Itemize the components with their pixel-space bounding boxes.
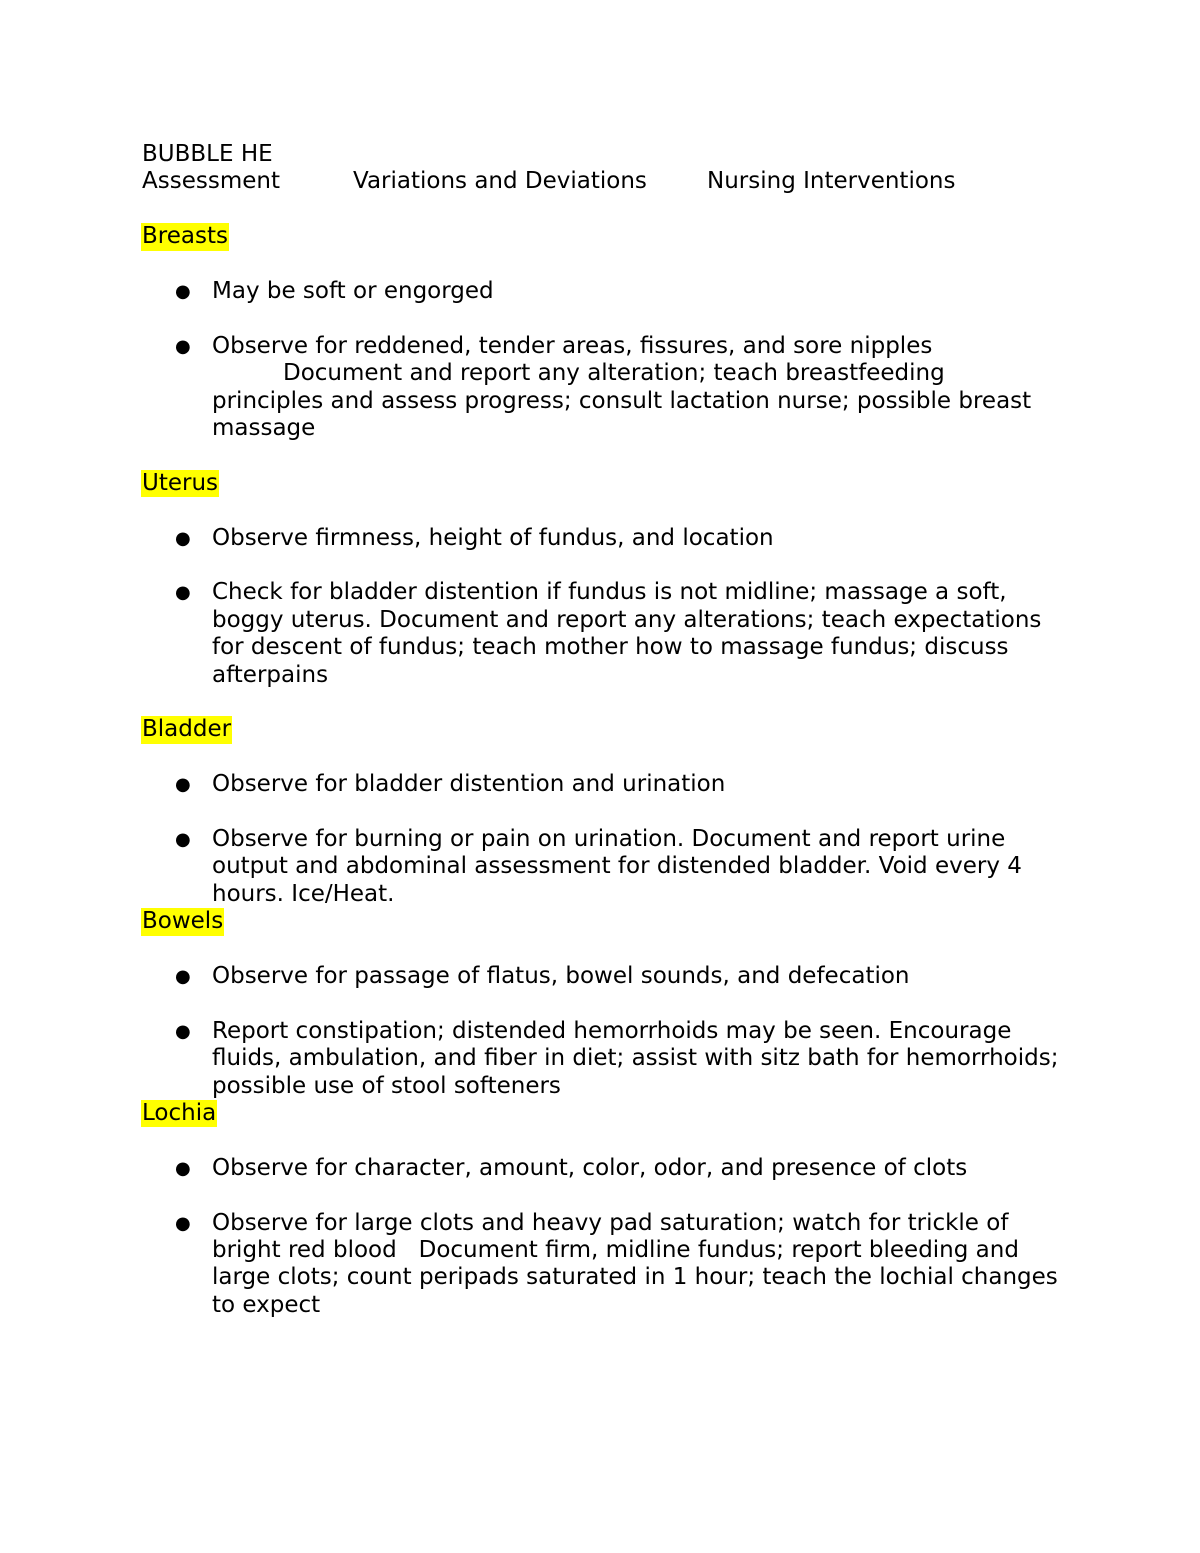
column-header-row xyxy=(142,168,1062,195)
bullet-icon: ● xyxy=(175,1020,191,1042)
section-title-breasts: Breasts xyxy=(142,223,228,250)
document-title: BUBBLE HE xyxy=(142,141,273,167)
bullet-icon: ● xyxy=(175,280,191,302)
bullet-icon: ● xyxy=(175,966,191,988)
list-item xyxy=(142,1155,1062,1182)
item-text: Observe for bladder distention and urination xyxy=(212,771,726,798)
item-text: Check for bladder distention if fundus is not midline; massage a soft, boggy uterus. Document and report any alterations; teach expectations for descent of fundus; teach mother how to massage fundus; discuss afterpains xyxy=(212,579,1042,688)
bullet-icon: ● xyxy=(175,829,191,850)
bowels-list xyxy=(142,963,1062,1100)
list-item xyxy=(142,771,1062,798)
list-item xyxy=(142,579,1062,689)
item-text: Observe for character, amount, color, odor, and presence of clots xyxy=(212,1154,968,1181)
list-item xyxy=(142,826,1062,908)
bullet-icon: ● xyxy=(175,1212,191,1234)
section-bladder xyxy=(142,716,1062,908)
list-item xyxy=(142,525,1062,552)
document-page xyxy=(142,141,1066,1319)
section-title-bowels: Bowels xyxy=(142,908,224,935)
breasts-list xyxy=(142,278,1062,442)
list-item xyxy=(142,278,1062,305)
lochia-list xyxy=(142,1154,1066,1319)
section-title-uterus: Uterus xyxy=(142,469,219,496)
item-text: May be soft or engorged xyxy=(212,277,494,304)
section-breasts xyxy=(142,223,1062,442)
bullet-icon: ● xyxy=(175,527,191,549)
section-lochia xyxy=(142,1100,1066,1319)
column-header-interventions: Nursing Interventions xyxy=(707,168,956,195)
item-text: Observe for large clots and heavy pad saturation; watch for trickle of bright red blood Document firm, midline fundus; report bleeding and large clots; count peripads saturated in 1 hour; teach the lochial changes to expect xyxy=(212,1209,1066,1318)
list-item xyxy=(142,1209,1066,1320)
section-bowels xyxy=(142,908,1062,1100)
list-item xyxy=(142,963,1062,990)
column-header-variations: Variations and Deviations xyxy=(353,168,647,195)
bullet-icon: ● xyxy=(175,1157,191,1179)
item-text: Report constipation; distended hemorrhoids may be seen. Encourage fluids, ambulation, and fiber in diet; assist with sitz bath for hemorrhoids; possible use of stool softeners xyxy=(212,1017,1059,1099)
item-continuation: Document and report any alteration; teach breastfeeding principles and assess progress; consult lactation nurse; possible breast massage xyxy=(212,360,1032,441)
column-header-assessment: Assessment xyxy=(142,168,280,195)
item-text: Observe firmness, height of fundus, and location xyxy=(212,524,774,551)
bullet-icon: ● xyxy=(175,774,191,796)
section-uterus xyxy=(142,470,1062,689)
bladder-list xyxy=(142,771,1062,908)
item-text: Observe for reddened, tender areas, fissures, and sore nipples xyxy=(212,332,933,359)
list-item xyxy=(142,333,1062,443)
list-item xyxy=(142,1018,1062,1100)
item-text: Observe for passage of flatus, bowel sounds, and defecation xyxy=(212,963,910,990)
bullet-icon: ● xyxy=(175,335,191,357)
item-text: Observe for burning or pain on urination. Document and report urine output and abdominal assessment for distended bladder. Void every 4 hours. Ice/Heat. xyxy=(212,826,1022,907)
uterus-list xyxy=(142,525,1062,689)
bullet-icon: ● xyxy=(175,582,191,604)
section-title-bladder: Bladder xyxy=(142,716,232,743)
section-title-lochia: Lochia xyxy=(142,1100,217,1127)
